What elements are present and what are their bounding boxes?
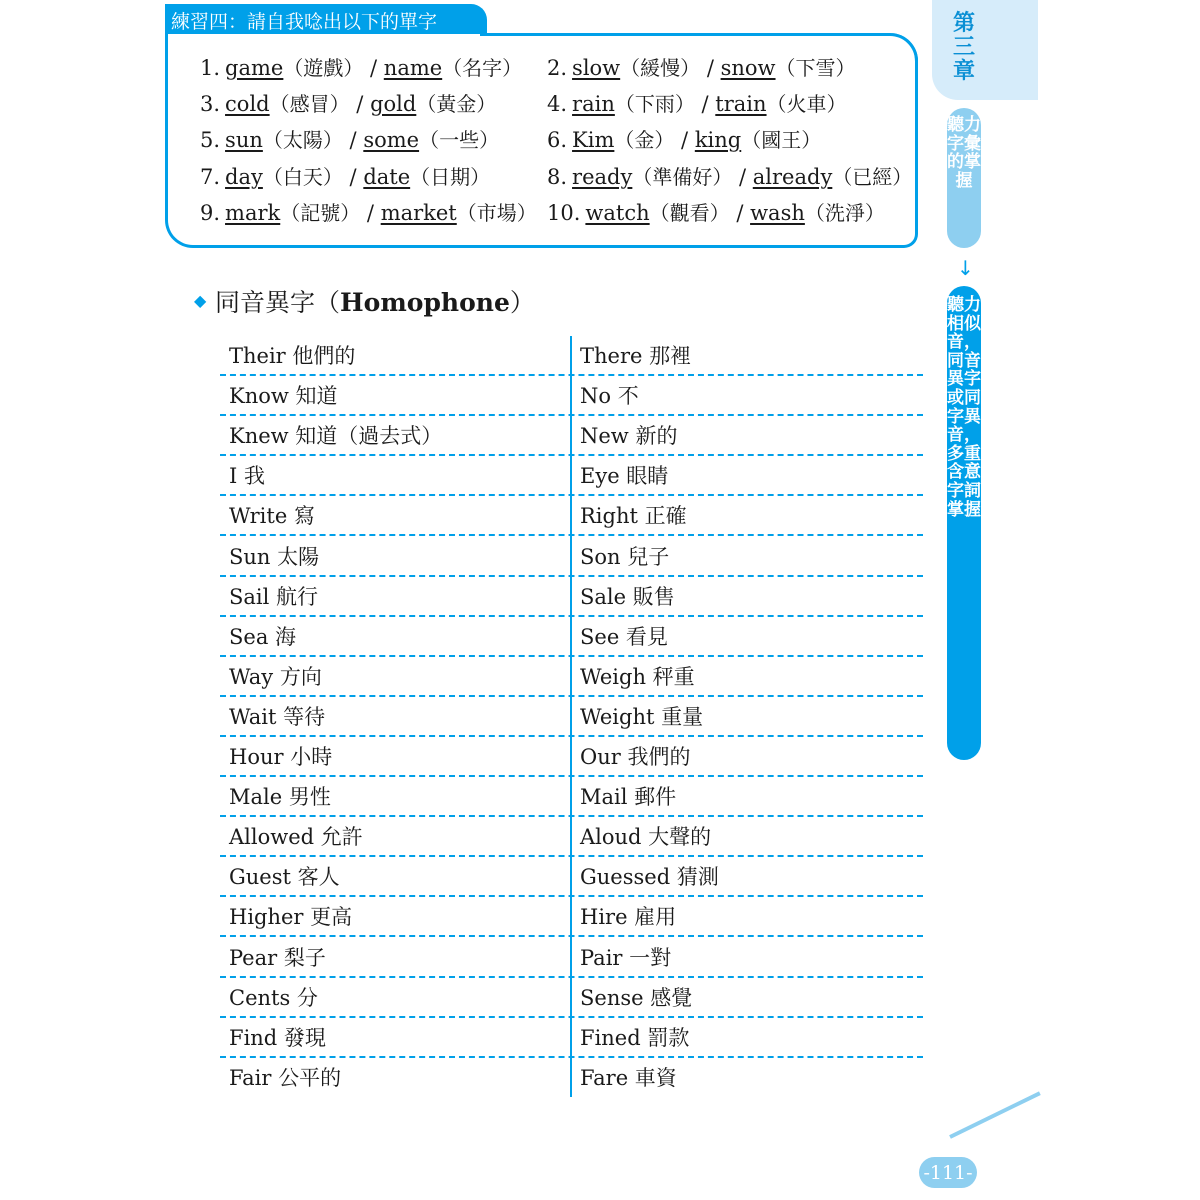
homophone-right-cell: Weigh 秤重 — [580, 664, 695, 689]
exercise-meaning-1: （太陽） — [262, 128, 343, 152]
homophone-left-cell: Higher 更高 — [229, 905, 353, 930]
table-row-divider — [220, 935, 923, 937]
chapter-tab — [932, 0, 1038, 100]
exercise-title: 練習四：請自我唸出以下的單字 — [171, 11, 438, 33]
exercise-separator: / — [349, 92, 371, 116]
homophone-right-cell: Eye 眼睛 — [580, 464, 669, 489]
homophone-right-cell: There 那裡 — [580, 344, 692, 368]
exercise-separator: / — [342, 165, 364, 189]
table-row-divider — [220, 454, 923, 456]
exercise-item — [200, 124, 499, 153]
exercise-meaning-2: （國王） — [741, 128, 822, 152]
exercise-item-number: 7. — [200, 165, 221, 189]
table-row-divider — [220, 615, 923, 617]
table-row-divider — [220, 735, 923, 737]
exercise-word-2: snow — [720, 56, 776, 80]
exercise-word-1: mark — [225, 201, 281, 225]
homophone-left-cell: Find 發現 — [229, 1025, 326, 1050]
exercise-word-1: day — [225, 165, 263, 189]
exercise-word-2: wash — [750, 201, 805, 225]
page-number: -111- — [923, 1162, 973, 1184]
exercise-meaning-2: （火車） — [766, 92, 847, 116]
table-column-divider — [570, 336, 572, 1097]
exercise-meaning-1: （白天） — [262, 165, 343, 189]
page-decor-line — [949, 1091, 1041, 1138]
homophone-right-cell: Son 兒子 — [580, 544, 670, 569]
exercise-separator: / — [360, 201, 381, 225]
homophone-right-cell: Sense 感覺 — [580, 985, 693, 1010]
homophone-right-cell: Pair 一對 — [580, 945, 672, 970]
homophone-right-cell: Hire 雇用 — [580, 905, 677, 930]
exercise-separator: / — [694, 92, 716, 116]
homophone-left-cell: Way 方向 — [229, 664, 322, 689]
table-row-divider — [220, 575, 923, 577]
exercise-word-2: some — [363, 128, 420, 152]
homophone-right-cell: Fined 罰款 — [580, 1025, 690, 1050]
homophone-left-cell: Sea 海 — [229, 624, 297, 649]
exercise-meaning-1: （觀看） — [649, 201, 730, 225]
exercise-item-number: 2. — [547, 56, 568, 80]
exercise-item — [547, 161, 912, 190]
homophone-left-cell: Male 男性 — [229, 785, 331, 810]
exercise-meaning-1: （遊戲） — [283, 56, 364, 80]
homophone-left-cell: Wait 等待 — [229, 704, 326, 729]
exercise-separator: / — [342, 128, 364, 152]
homophone-left-cell: Cents 分 — [229, 985, 318, 1010]
homophone-left-cell: Guest 客人 — [229, 865, 340, 890]
exercise-item-number: 9. — [200, 201, 221, 225]
homophone-left-cell: Allowed 允許 — [229, 825, 363, 850]
exercise-meaning-2: （黃金） — [416, 92, 497, 116]
exercise-item — [200, 197, 537, 226]
exercise-item — [200, 161, 490, 190]
exercise-meaning-2: （已經） — [832, 165, 913, 189]
section-title: 同音異字（Homophone） — [215, 288, 535, 317]
chapter-label: 第三章 — [952, 11, 975, 84]
exercise-meaning-2: （日期） — [410, 165, 491, 189]
homophone-left-cell: Hour 小時 — [229, 745, 333, 769]
exercise-word-1: game — [225, 56, 284, 80]
table-row-divider — [220, 976, 923, 978]
exercise-word-2: name — [383, 56, 443, 80]
exercise-word-2: date — [363, 165, 411, 189]
exercise-item-number: 4. — [547, 92, 568, 116]
homophone-left-cell: Write 寫 — [229, 504, 315, 529]
exercise-word-2: already — [752, 165, 833, 189]
exercise-item-number: 10. — [547, 201, 581, 225]
homophone-left-cell: Pear 梨子 — [229, 945, 326, 970]
exercise-item-number: 8. — [547, 165, 568, 189]
exercise-meaning-1: （記號） — [280, 201, 361, 225]
homophone-right-cell: No 不 — [580, 384, 639, 409]
homophone-right-cell: Mail 郵件 — [580, 785, 677, 810]
exercise-meaning-2: （下雪） — [775, 56, 856, 80]
exercise-item — [547, 197, 885, 226]
diamond-bullet-icon: ◆ — [194, 291, 207, 310]
exercise-separator: / — [363, 56, 384, 80]
homophone-left-cell: Their 他們的 — [229, 344, 356, 368]
table-row-divider — [220, 1016, 923, 1018]
homophone-left-cell: Know 知道 — [229, 384, 338, 409]
table-row-divider — [220, 1056, 923, 1058]
exercise-item-number: 6. — [547, 128, 568, 152]
homophone-left-cell: Fair 公平的 — [229, 1065, 342, 1090]
exercise-meaning-2: （名字） — [442, 56, 523, 80]
homophone-right-cell: Sale 販售 — [580, 584, 675, 609]
exercise-word-1: watch — [585, 201, 650, 225]
homophone-right-cell: New 新的 — [580, 424, 678, 449]
table-row-divider — [220, 695, 923, 697]
exercise-separator: / — [732, 165, 753, 189]
exercise-word-1: sun — [225, 128, 263, 152]
exercise-meaning-2: （洗淨） — [804, 201, 885, 225]
table-row-divider — [220, 775, 923, 777]
exercise-word-1: rain — [572, 92, 615, 116]
homophone-right-cell: Aloud 大聲的 — [580, 825, 712, 850]
table-row-divider — [220, 815, 923, 817]
exercise-word-1: ready — [572, 165, 633, 189]
homophone-right-cell: Our 我們的 — [580, 745, 691, 769]
exercise-word-2: train — [715, 92, 767, 116]
exercise-meaning-1: （金） — [614, 128, 675, 152]
exercise-separator: / — [729, 201, 751, 225]
exercise-meaning-1: （感冒） — [269, 92, 350, 116]
exercise-item — [547, 88, 847, 117]
exercise-meaning-1: （準備好） — [632, 165, 733, 189]
table-row-divider — [220, 374, 923, 376]
exercise-item-number: 5. — [200, 128, 221, 152]
exercise-item — [200, 52, 522, 81]
exercise-meaning-1: （下雨） — [614, 92, 695, 116]
table-row-divider — [220, 895, 923, 897]
table-row-divider — [220, 655, 923, 657]
exercise-word-1: slow — [572, 56, 621, 80]
homophone-left-cell: Knew 知道（過去式） — [229, 424, 443, 449]
exercise-word-2: market — [380, 201, 457, 225]
exercise-word-1: Kim — [572, 128, 615, 152]
exercise-separator: / — [674, 128, 695, 152]
homophone-right-cell: See 看見 — [580, 624, 668, 649]
exercise-item — [200, 88, 496, 117]
exercise-item-number: 3. — [200, 92, 221, 116]
exercise-item — [547, 52, 856, 81]
exercise-word-1: cold — [225, 92, 270, 116]
homophone-right-cell: Fare 車資 — [580, 1065, 677, 1090]
table-row-divider — [220, 534, 923, 536]
exercise-meaning-1: （緩慢） — [620, 56, 701, 80]
homophone-left-cell: Sun 太陽 — [229, 544, 320, 569]
exercise-word-2: king — [694, 128, 742, 152]
homophone-right-cell: Right 正確 — [580, 504, 687, 529]
homophone-right-cell: Weight 重量 — [580, 704, 704, 729]
exercise-item-number: 1. — [200, 56, 221, 80]
exercise-item — [547, 124, 821, 153]
side-topic-2-label: 聽力相似音，同音異字或同字異音，多重含意字詞掌握 — [947, 295, 981, 520]
side-topic-1-label: 聽力字彙的掌握 — [947, 115, 981, 191]
down-arrow-icon: ↓ — [957, 256, 974, 280]
homophone-right-cell: Guessed 猜測 — [580, 865, 719, 890]
exercise-meaning-2: （市場） — [456, 201, 537, 225]
homophone-left-cell: I 我 — [229, 464, 265, 489]
table-row-divider — [220, 414, 923, 416]
exercise-separator: / — [700, 56, 721, 80]
exercise-meaning-2: （一些） — [419, 128, 500, 152]
table-row-divider — [220, 855, 923, 857]
homophone-left-cell: Sail 航行 — [229, 584, 319, 609]
exercise-word-2: gold — [370, 92, 417, 116]
table-row-divider — [220, 494, 923, 496]
